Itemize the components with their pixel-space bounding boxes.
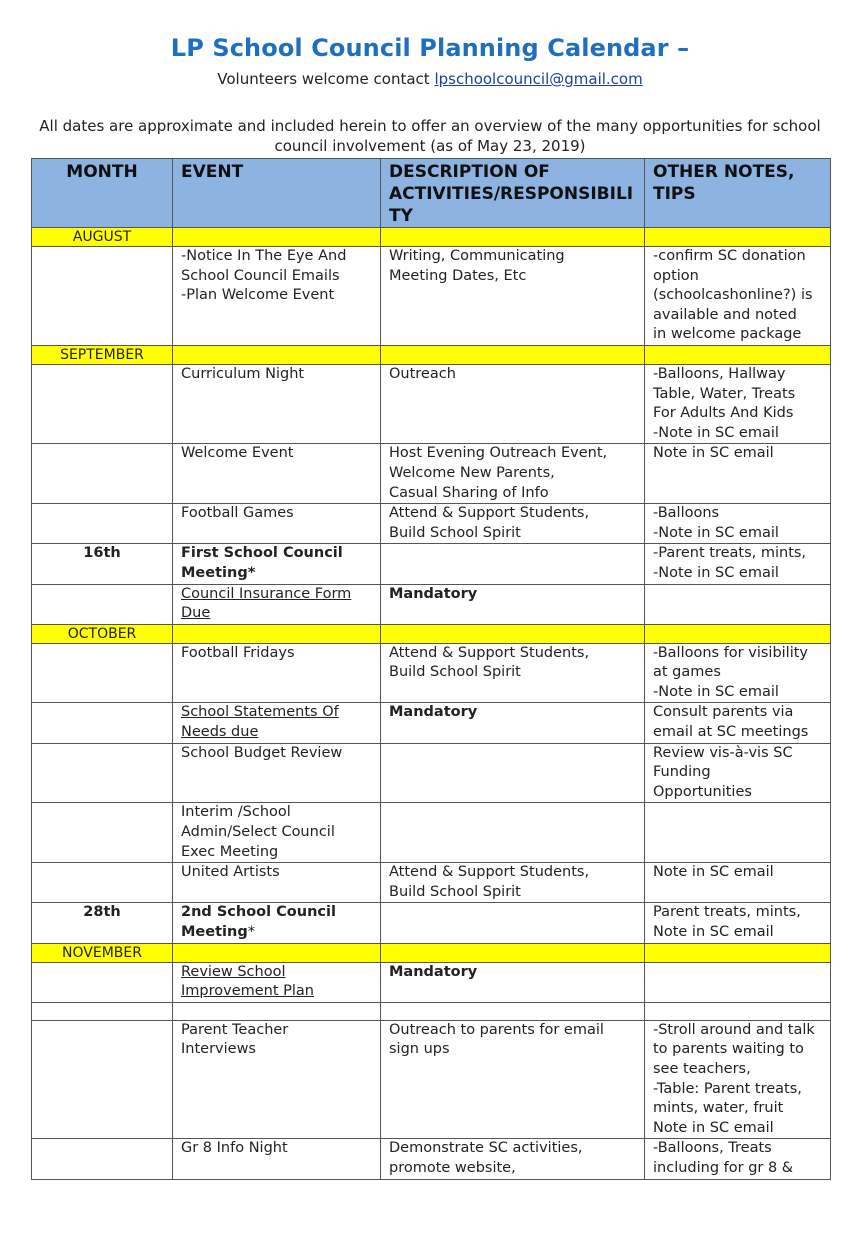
notes-cell <box>645 364 831 443</box>
month-row-august <box>32 228 831 247</box>
cell-line: Note in SC email <box>653 924 774 940</box>
cell-line: Review vis-à-vis SC <box>653 744 793 761</box>
cell-line: at games <box>653 664 721 681</box>
cell-line: Build School Spirit <box>389 664 521 681</box>
cell-line: Welcome New Parents, <box>389 464 555 481</box>
month-label: NOVEMBER <box>32 943 173 962</box>
cell-line: see teachers, <box>653 1060 751 1077</box>
cell-line: Parent Teacher <box>181 1021 289 1038</box>
cell-line: Build School Spirit <box>389 524 521 541</box>
date-cell: 28th <box>32 903 173 943</box>
cell-line: Curriculum Night <box>181 365 305 382</box>
table-row <box>32 364 831 443</box>
cell-line: sign ups <box>389 1041 450 1058</box>
description-cell <box>381 643 645 703</box>
event-cell <box>173 962 381 1002</box>
cell-line: Improvement Plan <box>181 983 314 1000</box>
description-cell <box>381 444 645 504</box>
notes-cell <box>645 247 831 346</box>
cell-line: to parents waiting to <box>653 1041 804 1058</box>
description-cell <box>381 504 645 544</box>
cell-line: United Artists <box>181 864 280 881</box>
cell-line: Writing, Communicating <box>389 248 565 264</box>
event-cell <box>173 903 381 943</box>
event-cell <box>173 863 381 903</box>
table-row <box>32 504 831 544</box>
cell-line: Outreach <box>389 365 456 382</box>
cell-line: Meeting* <box>181 564 256 581</box>
table-row <box>32 1139 831 1179</box>
description-cell <box>381 1020 645 1139</box>
notes-cell <box>645 903 831 943</box>
cell-line: mints, water, fruit <box>653 1100 784 1117</box>
month-label: AUGUST <box>32 228 173 247</box>
cell-line: Football Games <box>181 505 294 522</box>
description-cell <box>381 1139 645 1179</box>
cell-line: First School Council <box>181 545 343 562</box>
event-cell <box>173 444 381 504</box>
table-row <box>32 743 831 803</box>
event-line: Meeting <box>181 924 248 940</box>
table-row <box>32 643 831 703</box>
event-cell <box>173 643 381 703</box>
description-cell: Mandatory <box>381 703 645 743</box>
description-cell <box>381 247 645 346</box>
month-row-september <box>32 345 831 364</box>
notes-cell <box>645 504 831 544</box>
planning-calendar-table <box>31 158 831 1180</box>
notes-cell <box>645 544 831 584</box>
table-header-row <box>32 159 831 228</box>
cell-line: Meeting Dates, Etc <box>389 267 527 284</box>
month-label: SEPTEMBER <box>32 345 173 364</box>
cell-line: Admin/Select Council <box>181 824 335 841</box>
subtitle-text: Volunteers welcome contact <box>217 70 430 88</box>
cell-line: Council Insurance Form <box>181 585 352 602</box>
cell-line: Note in SC email <box>653 445 774 462</box>
cell-line: (schoolcashonline?) is <box>653 287 813 304</box>
event-cell <box>173 504 381 544</box>
cell-line: email at SC meetings <box>653 724 809 741</box>
notes-cell <box>645 444 831 504</box>
table-row <box>32 863 831 903</box>
cell-line: Demonstrate SC activities, <box>389 1140 583 1157</box>
cell-line: Outreach to parents for email <box>389 1021 604 1038</box>
table-row <box>32 803 831 863</box>
notes-cell <box>645 643 831 703</box>
notes-cell <box>645 863 831 903</box>
cell-line: -Balloons, Treats <box>653 1140 772 1157</box>
cell-line: -confirm SC donation <box>653 248 806 264</box>
page-title: LP School Council Planning Calendar – <box>170 34 690 62</box>
cell-line: -Note in SC email <box>653 683 779 700</box>
cell-line: Attend & Support Students, <box>389 505 590 522</box>
cell-line: Interviews <box>181 1041 256 1058</box>
cell-line: Attend & Support Students, <box>389 864 590 881</box>
event-cell <box>173 544 381 584</box>
table-row <box>32 1020 831 1139</box>
month-row-october <box>32 624 831 643</box>
cell-line: Welcome Event <box>181 445 294 462</box>
cell-line: Interim /School <box>181 804 291 821</box>
cell-line: For Adults And Kids <box>653 405 794 422</box>
cell-line: Host Evening Outreach Event, <box>389 445 608 462</box>
email-link[interactable]: lpschoolcouncil@gmail.com <box>434 70 643 88</box>
header-description: DESCRIPTION OF ACTIVITIES/RESPONSIBILITY <box>381 159 645 228</box>
table-row <box>32 903 831 943</box>
cell-line: -Balloons, Hallway <box>653 365 786 382</box>
notes-cell <box>645 1020 831 1139</box>
cell-line: including for gr 8 & <box>653 1159 794 1176</box>
description-cell <box>381 364 645 443</box>
cell-line: -Plan Welcome Event <box>181 287 335 304</box>
event-cell <box>173 247 381 346</box>
header-event: EVENT <box>173 159 381 228</box>
cell-line: Casual Sharing of Info <box>389 484 549 501</box>
table-row <box>32 584 831 624</box>
cell-line: Football Fridays <box>181 644 295 661</box>
table-row-empty <box>32 1002 831 1020</box>
event-cell <box>173 1020 381 1139</box>
table-row <box>32 247 831 346</box>
cell-line: option <box>653 267 699 284</box>
table-row <box>32 703 831 743</box>
date-cell: 16th <box>32 544 173 584</box>
notes-cell <box>645 743 831 803</box>
event-cell <box>173 584 381 624</box>
event-cell <box>173 1139 381 1179</box>
cell-line: Gr 8 Info Night <box>181 1140 288 1157</box>
description-cell: Mandatory <box>381 584 645 624</box>
event-line: 2nd School Council <box>181 904 336 921</box>
cell-line: -Balloons for visibility <box>653 644 808 661</box>
cell-line: Consult parents via <box>653 704 794 721</box>
cell-line: Needs due <box>181 724 259 741</box>
cell-line: Parent treats, mints, <box>653 904 801 921</box>
header-month: MONTH <box>32 159 173 228</box>
cell-line: Note in SC email <box>653 864 774 881</box>
cell-line: -Note in SC email <box>653 424 779 441</box>
header-notes: OTHER NOTES, TIPS <box>645 159 831 228</box>
cell-line: Funding <box>653 764 711 781</box>
cell-line: Review School <box>181 963 286 980</box>
cell-line: School Budget Review <box>181 744 343 761</box>
cell-line: in welcome package <box>653 326 802 343</box>
cell-line: Note in SC email <box>653 1119 774 1136</box>
cell-line: Attend & Support Students, <box>389 644 590 661</box>
month-row-november <box>32 943 831 962</box>
cell-line: -Parent treats, mints, <box>653 545 807 562</box>
cell-line: School Council Emails <box>181 267 340 284</box>
cell-line: promote website, <box>389 1159 516 1176</box>
intro-text: All dates are approximate and included herein to offer an overview of the many opportunities for school council involvement (as of May 23, 2019) <box>39 117 821 155</box>
cell-line: -Stroll around and talk <box>653 1021 815 1038</box>
cell-line: -Notice In The Eye And <box>181 248 347 264</box>
table-row <box>32 962 831 1002</box>
cell-line: Due <box>181 605 211 622</box>
cell-line: -Balloons <box>653 505 720 522</box>
cell-line: Build School Spirit <box>389 883 521 900</box>
cell-line: -Note in SC email <box>653 564 779 581</box>
cell-line: -Note in SC email <box>653 524 779 541</box>
table-row <box>32 444 831 504</box>
subtitle <box>0 70 860 88</box>
event-cell <box>173 703 381 743</box>
event-cell <box>173 803 381 863</box>
cell-line: Opportunities <box>653 783 752 800</box>
description-cell: Mandatory <box>381 962 645 1002</box>
notes-cell <box>645 703 831 743</box>
event-cell <box>173 364 381 443</box>
notes-cell <box>645 1139 831 1179</box>
description-cell <box>381 863 645 903</box>
cell-line: available and noted <box>653 306 797 323</box>
cell-line: School Statements Of <box>181 704 339 721</box>
event-asterisk: * <box>247 924 255 940</box>
month-label: OCTOBER <box>32 624 173 643</box>
event-cell <box>173 743 381 803</box>
cell-line: -Table: Parent treats, <box>653 1080 802 1097</box>
cell-line: Exec Meeting <box>181 843 279 860</box>
cell-line: Table, Water, Treats <box>653 385 796 402</box>
table-row <box>32 544 831 584</box>
